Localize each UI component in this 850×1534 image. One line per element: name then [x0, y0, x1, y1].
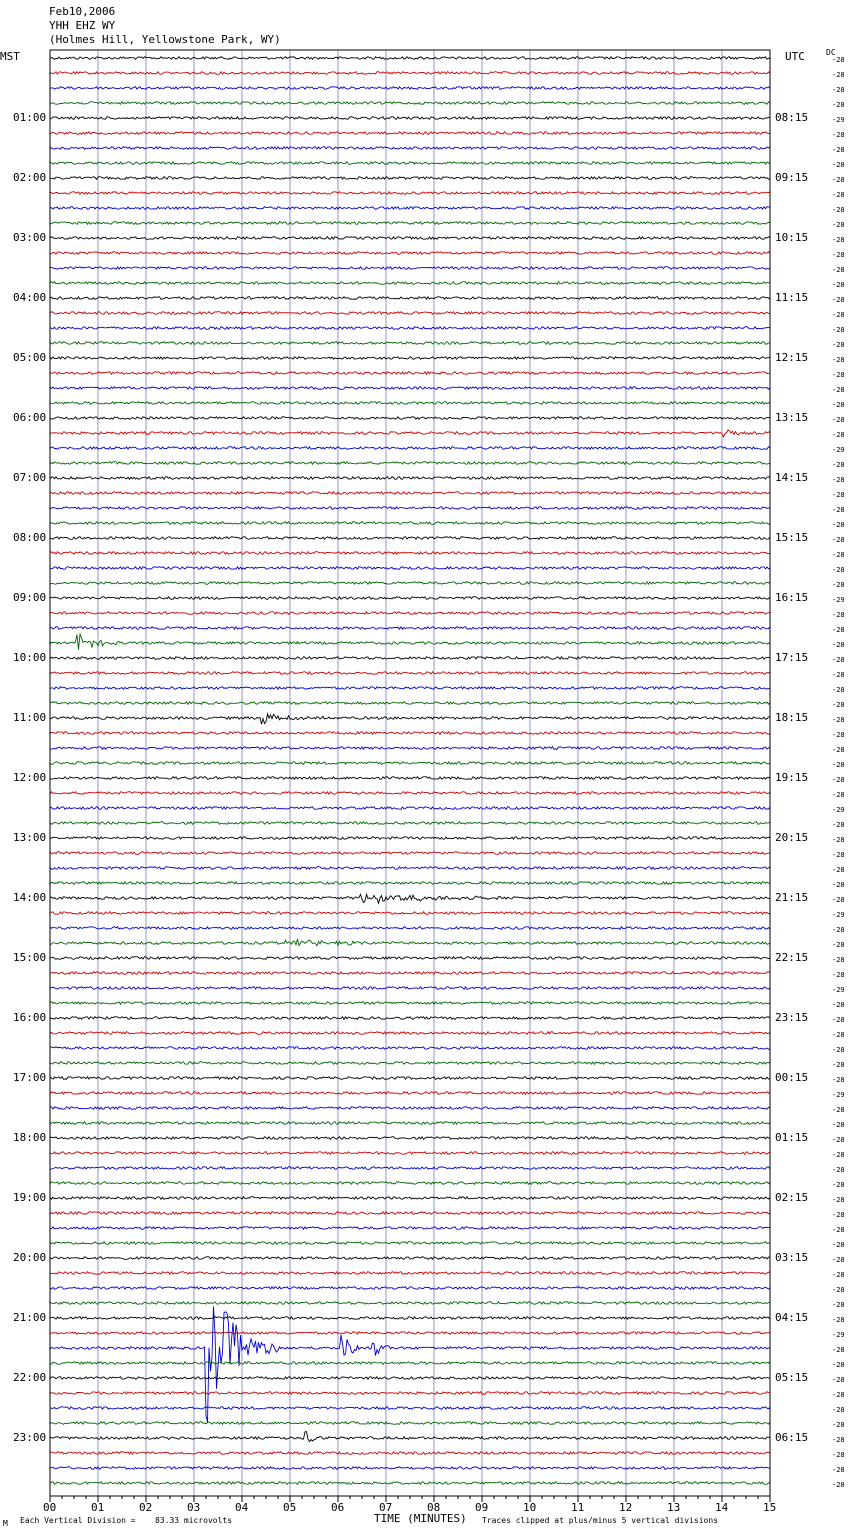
trace-offset-label: -28 [832, 566, 845, 574]
trace-offset-label: -28 [832, 206, 845, 214]
hour-label-left: 04:00 [13, 291, 47, 304]
trace-offset-label: -28 [832, 1421, 845, 1429]
trace-line [50, 1212, 770, 1215]
trace-line [50, 597, 770, 600]
trace-offset-label: -28 [832, 1391, 845, 1399]
trace-line [50, 387, 770, 390]
trace-line [50, 1407, 770, 1410]
hour-label-left: 14:00 [13, 891, 47, 904]
trace-offset-label: -29 [832, 1091, 845, 1099]
trace-line [50, 1332, 770, 1335]
trace-line [50, 687, 770, 690]
trace-line [50, 192, 770, 195]
hour-label-right: 18:15 [775, 711, 809, 724]
trace-offset-label: -28 [832, 521, 845, 529]
trace-line [50, 882, 770, 885]
trace-offset-label: -28 [832, 1226, 845, 1234]
trace-line [50, 1107, 770, 1110]
trace-offset-label: -28 [832, 131, 845, 139]
x-tick-label: 02 [139, 1501, 153, 1514]
trace-offset-label: -28 [832, 86, 845, 94]
hour-label-left: 21:00 [13, 1311, 47, 1324]
trace-line [50, 132, 770, 135]
clip-note: Traces clipped at plus/minus 5 vertical divisions [482, 1516, 719, 1525]
trace-line [50, 162, 770, 165]
trace-offset-label: -28 [832, 581, 845, 589]
x-tick-label: 08 [427, 1501, 441, 1514]
trace-line [50, 1002, 770, 1005]
x-tick-label: 09 [475, 1501, 489, 1514]
trace-line [50, 297, 770, 300]
trace-offset-label: -28 [832, 761, 845, 769]
trace-offset-label: -28 [832, 1256, 845, 1264]
trace-offset-label: -28 [832, 1196, 845, 1204]
trace-line [50, 1092, 770, 1095]
scale-label: Each Vertical Division = [20, 1516, 136, 1525]
trace-line [50, 1392, 770, 1395]
hour-label-left: 12:00 [13, 771, 47, 784]
trace-line [50, 1302, 770, 1305]
trace-offset-label: -29 [832, 806, 845, 814]
hour-label-left: 20:00 [13, 1251, 47, 1264]
hour-label-left: 09:00 [13, 591, 47, 604]
hour-label-left: 11:00 [13, 711, 47, 724]
x-tick-label: 06 [331, 1501, 345, 1514]
trace-offset-label: -28 [832, 641, 845, 649]
trace-offset-label: -28 [832, 551, 845, 559]
hour-label-left: 19:00 [13, 1191, 47, 1204]
trace-line [50, 927, 770, 930]
trace-line [50, 1242, 770, 1245]
trace-line [50, 477, 770, 480]
trace-offset-label: -28 [832, 431, 845, 439]
trace-line [50, 1122, 770, 1125]
trace-offset-label: -28 [832, 416, 845, 424]
trace-line [50, 222, 770, 225]
hour-label-right: 21:15 [775, 891, 809, 904]
trace-line [50, 939, 770, 946]
hour-label-right: 20:15 [775, 831, 809, 844]
trace-line [50, 1257, 770, 1260]
trace-line [50, 207, 770, 210]
trace-line [50, 282, 770, 285]
trace-line [50, 867, 770, 870]
trace-offset-label: -28 [832, 341, 845, 349]
dc-label: DC [826, 48, 836, 57]
trace-offset-label: -28 [832, 536, 845, 544]
x-tick-label: 04 [235, 1501, 249, 1514]
trace-offset-label: -28 [832, 71, 845, 79]
trace-offset-label: -28 [832, 746, 845, 754]
trace-line [50, 1197, 770, 1200]
hour-label-right: 11:15 [775, 291, 809, 304]
trace-offset-label: -28 [832, 281, 845, 289]
trace-offset-label: -29 [832, 446, 845, 454]
hour-label-left: 16:00 [13, 1011, 47, 1024]
trace-offset-label: -28 [832, 161, 845, 169]
hour-label-right: 10:15 [775, 231, 809, 244]
trace-offset-label: -28 [832, 851, 845, 859]
trace-offset-label: -28 [832, 506, 845, 514]
trace-offset-label: -28 [832, 176, 845, 184]
trace-offset-label: -28 [832, 1106, 845, 1114]
hour-label-right: 05:15 [775, 1371, 809, 1384]
trace-line [50, 102, 770, 105]
trace-offset-label: -28 [832, 311, 845, 319]
trace-offset-label: -28 [832, 146, 845, 154]
trace-offset-label: -29 [832, 1331, 845, 1339]
trace-line [50, 1317, 770, 1320]
trace-offset-label: -28 [832, 1346, 845, 1354]
hour-label-left: 06:00 [13, 411, 47, 424]
trace-offset-label: -28 [832, 1436, 845, 1444]
trace-line [50, 417, 770, 420]
hour-label-right: 09:15 [775, 171, 809, 184]
trace-line [50, 447, 770, 450]
trace-offset-label: -28 [832, 1001, 845, 1009]
header-location: (Holmes Hill, Yellowstone Park, WY) [49, 33, 281, 46]
trace-line [50, 1137, 770, 1140]
trace-offset-label: -28 [832, 971, 845, 979]
hour-label-right: 22:15 [775, 951, 809, 964]
trace-offset-label: -28 [832, 776, 845, 784]
trace-line [50, 732, 770, 735]
trace-line [50, 462, 770, 465]
hour-label-left: 13:00 [13, 831, 47, 844]
trace-offset-label: -28 [832, 236, 845, 244]
trace-line [50, 777, 770, 780]
trace-offset-label: -28 [832, 1121, 845, 1129]
trace-offset-label: -28 [832, 1181, 845, 1189]
x-tick-label: 10 [523, 1501, 537, 1514]
hour-label-left: 17:00 [13, 1071, 47, 1084]
trace-offset-label: -28 [832, 926, 845, 934]
x-axis-title: TIME (MINUTES) [374, 1512, 467, 1525]
trace-line [50, 1062, 770, 1065]
trace-line [50, 762, 770, 765]
trace-line [50, 1377, 770, 1380]
header-station: YHH EHZ WY [49, 19, 116, 32]
trace-line [50, 1432, 770, 1442]
trace-line [50, 147, 770, 150]
trace-offset-label: -28 [832, 866, 845, 874]
hour-label-right: 23:15 [775, 1011, 809, 1024]
trace-offset-label: -28 [832, 1061, 845, 1069]
trace-line [50, 492, 770, 495]
trace-offset-label: -28 [832, 251, 845, 259]
trace-offset-label: -28 [832, 1241, 845, 1249]
trace-line [50, 402, 770, 405]
hour-label-left: 07:00 [13, 471, 47, 484]
trace-line [50, 792, 770, 795]
trace-offset-label: -28 [832, 1016, 845, 1024]
trace-offset-label: -28 [832, 716, 845, 724]
trace-line [50, 627, 770, 630]
x-tick-label: 00 [43, 1501, 57, 1514]
trace-line [50, 312, 770, 315]
header-date: Feb10,2006 [49, 5, 116, 18]
hour-label-left: 03:00 [13, 231, 47, 244]
trace-line [50, 1362, 770, 1365]
trace-offset-label: -28 [832, 371, 845, 379]
trace-offset-label: -28 [832, 266, 845, 274]
trace-offset-label: -28 [832, 881, 845, 889]
hour-label-right: 06:15 [775, 1431, 809, 1444]
trace-line [50, 1467, 770, 1470]
trace-line [50, 1152, 770, 1155]
trace-line [50, 507, 770, 510]
trace-line [50, 657, 770, 660]
trace-line [50, 822, 770, 825]
x-tick-label: 15 [763, 1501, 777, 1514]
trace-line [50, 1017, 770, 1020]
trace-line [50, 987, 770, 990]
x-tick-label: 12 [619, 1501, 633, 1514]
trace-offset-label: -28 [832, 731, 845, 739]
hour-label-left: 08:00 [13, 531, 47, 544]
left-timezone-label: MST [0, 50, 20, 63]
x-tick-label: 13 [667, 1501, 681, 1514]
trace-offset-label: -28 [832, 701, 845, 709]
trace-offset-label: -28 [832, 1076, 845, 1084]
trace-line [50, 612, 770, 615]
hour-label-left: 01:00 [13, 111, 47, 124]
trace-offset-label: -28 [832, 461, 845, 469]
trace-offset-label: -28 [832, 1286, 845, 1294]
scale-value: 83.33 microvolts [155, 1516, 233, 1525]
trace-line [50, 747, 770, 750]
trace-offset-label: -28 [832, 1271, 845, 1279]
hour-label-right: 15:15 [775, 531, 809, 544]
hour-label-right: 03:15 [775, 1251, 809, 1264]
trace-offset-label: -28 [832, 1376, 845, 1384]
trace-line [50, 267, 770, 270]
trace-line [50, 57, 770, 60]
trace-offset-label: -28 [832, 611, 845, 619]
trace-line [50, 894, 770, 903]
trace-offset-label: -28 [832, 1406, 845, 1414]
trace-offset-label: -28 [832, 191, 845, 199]
x-tick-label: 03 [187, 1501, 201, 1514]
trace-line [50, 237, 770, 240]
corner-mark: M [3, 1519, 8, 1528]
trace-line [50, 117, 770, 120]
hour-label-right: 04:15 [775, 1311, 809, 1324]
trace-line [50, 1287, 770, 1290]
trace-line [50, 177, 770, 180]
trace-offset-label: -28 [832, 1151, 845, 1159]
trace-offset-label: -28 [832, 1361, 845, 1369]
trace-offset-label: -28 [832, 941, 845, 949]
trace-offset-label: -28 [832, 101, 845, 109]
trace-offset-label: -28 [832, 1211, 845, 1219]
trace-line [50, 552, 770, 555]
trace-offset-label: -28 [832, 1046, 845, 1054]
trace-line [50, 1182, 770, 1185]
trace-line [50, 372, 770, 375]
trace-offset-label: -28 [832, 1301, 845, 1309]
hour-label-left: 15:00 [13, 951, 47, 964]
hour-label-left: 02:00 [13, 171, 47, 184]
trace-offset-label: -28 [832, 401, 845, 409]
trace-offset-label: -28 [832, 626, 845, 634]
trace-offset-label: -28 [832, 686, 845, 694]
trace-offset-label: -28 [832, 836, 845, 844]
trace-offset-label: -28 [832, 1481, 845, 1489]
trace-line [50, 357, 770, 360]
hour-label-right: 16:15 [775, 591, 809, 604]
x-tick-label: 05 [283, 1501, 297, 1514]
trace-line [50, 522, 770, 525]
trace-line [50, 342, 770, 345]
hour-label-right: 19:15 [775, 771, 809, 784]
trace-offset-label: -28 [832, 386, 845, 394]
trace-line [50, 852, 770, 855]
trace-line [50, 714, 770, 724]
trace-line [50, 582, 770, 585]
trace-offset-label: -29 [832, 986, 845, 994]
hour-label-right: 17:15 [775, 651, 809, 664]
trace-offset-label: -28 [832, 326, 845, 334]
hour-label-right: 08:15 [775, 111, 809, 124]
trace-line [50, 702, 770, 705]
hour-label-right: 01:15 [775, 1131, 809, 1144]
trace-offset-label: -28 [832, 821, 845, 829]
trace-offset-label: -28 [832, 491, 845, 499]
trace-offset-label: -28 [832, 791, 845, 799]
trace-offset-label: -28 [832, 476, 845, 484]
trace-offset-label: -28 [832, 1466, 845, 1474]
trace-line [50, 1306, 770, 1422]
right-timezone-label: UTC [785, 50, 805, 63]
trace-line [50, 430, 770, 437]
trace-offset-label: -29 [832, 116, 845, 124]
trace-line [50, 327, 770, 330]
trace-offset-label: -28 [832, 1166, 845, 1174]
hour-label-right: 02:15 [775, 1191, 809, 1204]
trace-line [50, 1422, 770, 1425]
x-tick-label: 07 [379, 1501, 393, 1514]
hour-label-right: 13:15 [775, 411, 809, 424]
trace-offset-label: -28 [832, 896, 845, 904]
trace-line [50, 1032, 770, 1035]
trace-offset-label: -28 [832, 656, 845, 664]
hour-label-left: 23:00 [13, 1431, 47, 1444]
trace-line [50, 807, 770, 810]
trace-line [50, 1482, 770, 1485]
trace-offset-label: -29 [832, 911, 845, 919]
x-tick-label: 01 [91, 1501, 105, 1514]
trace-offset-label: -29 [832, 596, 845, 604]
trace-line [50, 972, 770, 975]
trace-line [50, 957, 770, 960]
hour-label-left: 10:00 [13, 651, 47, 664]
trace-line [50, 252, 770, 255]
trace-line [50, 1167, 770, 1170]
trace-line [50, 837, 770, 840]
x-tick-label: 11 [571, 1501, 585, 1514]
trace-offset-label: -28 [832, 1031, 845, 1039]
hour-label-right: 14:15 [775, 471, 809, 484]
x-tick-label: 14 [715, 1501, 729, 1514]
trace-offset-label: -28 [832, 671, 845, 679]
hour-label-left: 22:00 [13, 1371, 47, 1384]
trace-line [50, 1077, 770, 1080]
hour-label-right: 12:15 [775, 351, 809, 364]
trace-line [50, 1227, 770, 1230]
trace-line [50, 1047, 770, 1050]
trace-line [50, 634, 770, 649]
trace-offset-label: -28 [832, 356, 845, 364]
hour-label-right: 00:15 [775, 1071, 809, 1084]
trace-offset-label: -28 [832, 221, 845, 229]
trace-offset-label: -28 [832, 1316, 845, 1324]
trace-line [50, 1272, 770, 1275]
trace-line [50, 912, 770, 915]
hour-label-left: 18:00 [13, 1131, 47, 1144]
trace-offset-label: -28 [832, 1451, 845, 1459]
trace-line [50, 72, 770, 75]
trace-offset-label: -28 [832, 56, 845, 64]
trace-offset-label: -28 [832, 956, 845, 964]
trace-line [50, 567, 770, 570]
trace-line [50, 537, 770, 540]
hour-label-left: 05:00 [13, 351, 47, 364]
trace-offset-label: -28 [832, 1136, 845, 1144]
trace-line [50, 672, 770, 675]
trace-offset-label: -28 [832, 296, 845, 304]
trace-line [50, 1452, 770, 1455]
trace-line [50, 87, 770, 90]
